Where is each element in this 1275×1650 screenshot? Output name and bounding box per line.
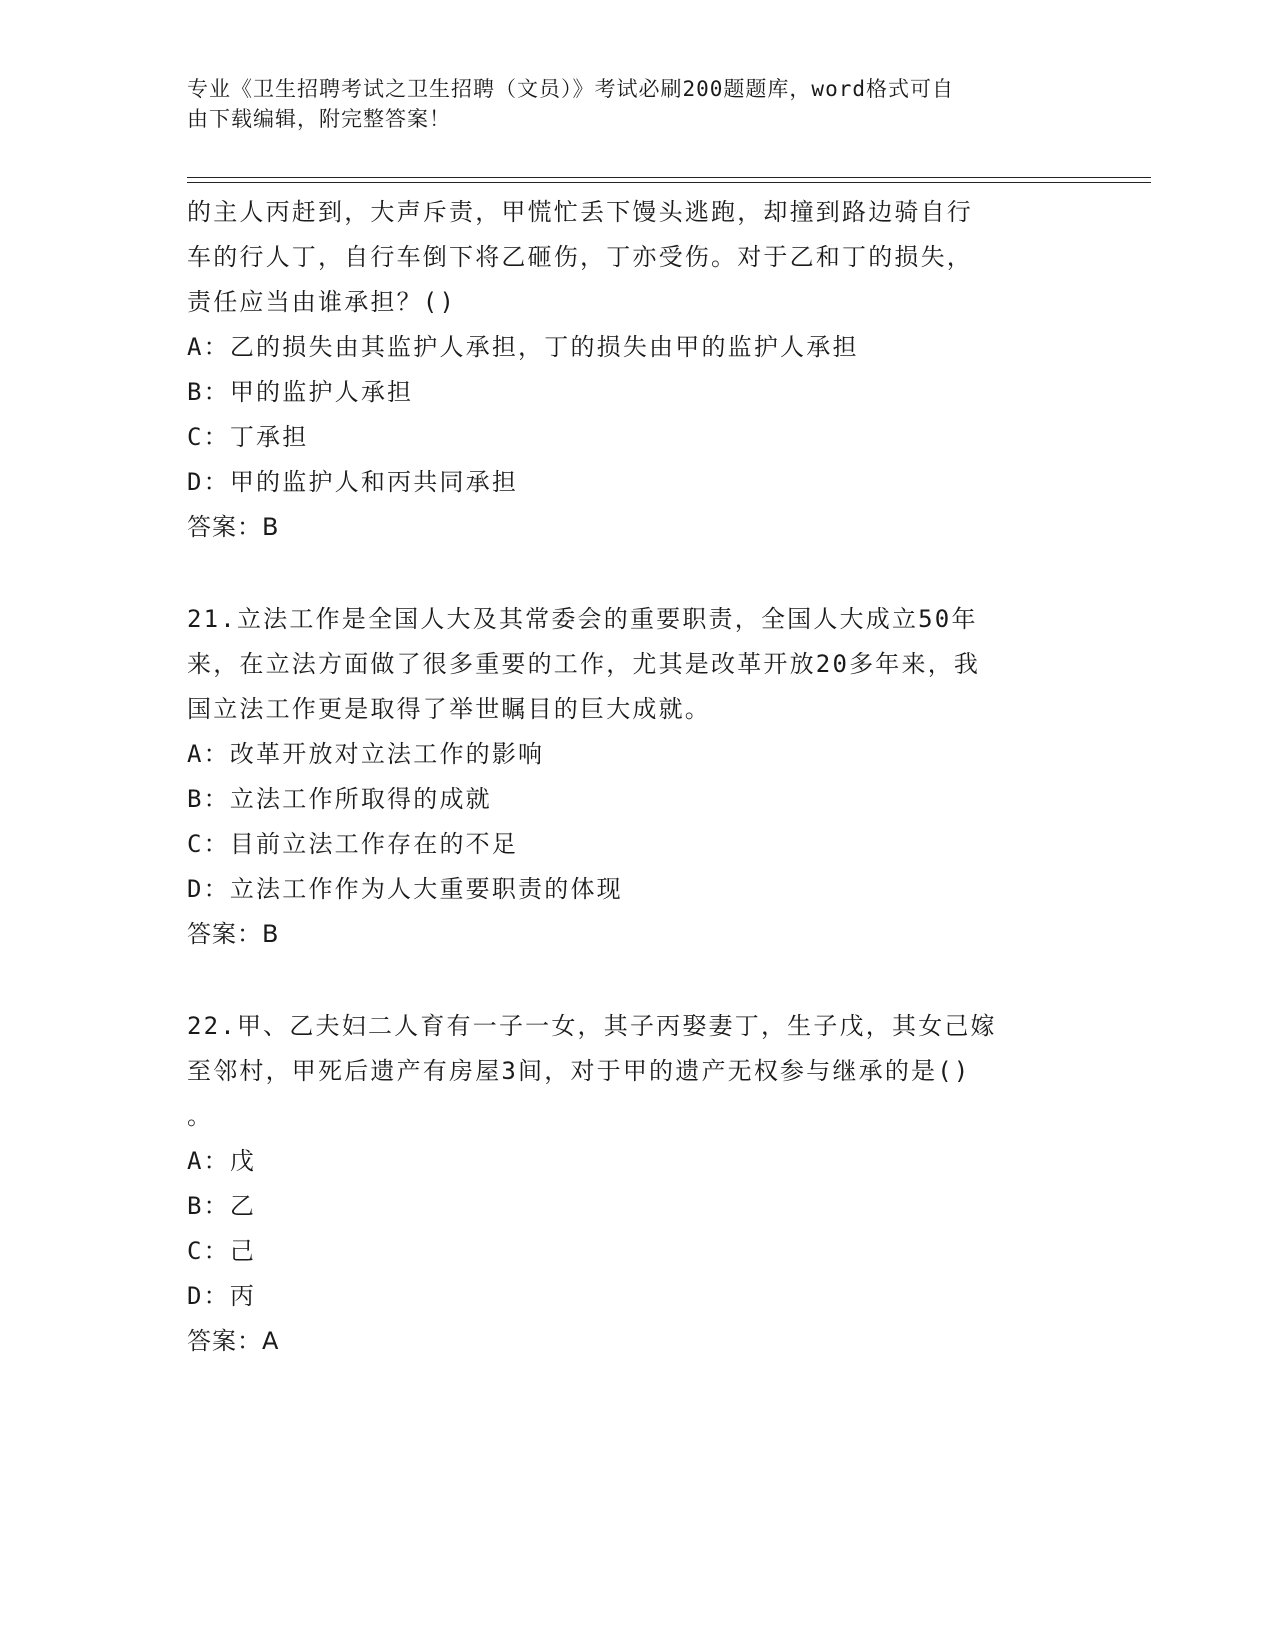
answer-line: 答案：A xyxy=(187,1327,280,1355)
option-d: D：丙 xyxy=(187,1282,257,1310)
option-b: B：甲的监护人承担 xyxy=(187,378,414,406)
option-d: D：立法工作作为人大重要职责的体现 xyxy=(187,875,623,903)
option-c: C：目前立法工作存在的不足 xyxy=(187,830,519,858)
question-text-line: 来，在立法方面做了很多重要的工作，尤其是改革开放20多年来，我 xyxy=(187,650,981,678)
header-line-2: 由下载编辑，附完整答案！ xyxy=(187,107,451,131)
option-d: D：甲的监护人和丙共同承担 xyxy=(187,468,519,496)
option-a: A：改革开放对立法工作的影响 xyxy=(187,740,545,768)
option-a: A：乙的损失由其监护人承担，丁的损失由甲的监护人承担 xyxy=(187,333,859,361)
header-rule-top xyxy=(187,177,1151,178)
question-20 xyxy=(187,190,1087,550)
question-21 xyxy=(187,597,1087,957)
question-text-line: 国立法工作更是取得了举世瞩目的巨大成就。 xyxy=(187,695,711,723)
question-text-line: 至邻村，甲死后遗产有房屋3间，对于甲的遗产无权参与继承的是() xyxy=(187,1057,971,1085)
option-c: C：丁承担 xyxy=(187,423,309,451)
answer-line: 答案：B xyxy=(187,513,280,541)
question-text-line: 22.甲、乙夫妇二人育有一子一女，其子丙娶妻丁，生子戊，其女己嫁 xyxy=(187,1012,997,1040)
document-header xyxy=(187,74,1087,134)
spacer xyxy=(187,550,1087,597)
question-text-line: 的主人丙赶到，大声斥责，甲慌忙丢下馒头逃跑，却撞到路边骑自行 xyxy=(187,198,973,226)
option-c: C：己 xyxy=(187,1237,257,1265)
spacer xyxy=(187,957,1087,1004)
option-a: A：戊 xyxy=(187,1147,257,1175)
header-line-1: 专业《卫生招聘考试之卫生招聘（文员）》考试必刷200题题库，word格式可自 xyxy=(187,77,954,101)
question-text-line: 责任应当由谁承担？() xyxy=(187,288,457,316)
question-text-line: 21.立法工作是全国人大及其常委会的重要职责，全国人大成立50年 xyxy=(187,605,978,633)
document-body xyxy=(187,190,1087,1364)
answer-line: 答案：B xyxy=(187,920,280,948)
question-text-line: 。 xyxy=(187,1102,214,1130)
header-rule-bottom xyxy=(187,182,1151,183)
question-22 xyxy=(187,1004,1087,1364)
option-b: B：乙 xyxy=(187,1192,257,1220)
question-text-line: 车的行人丁，自行车倒下将乙砸伤，丁亦受伤。对于乙和丁的损失， xyxy=(187,243,973,271)
option-b: B：立法工作所取得的成就 xyxy=(187,785,492,813)
